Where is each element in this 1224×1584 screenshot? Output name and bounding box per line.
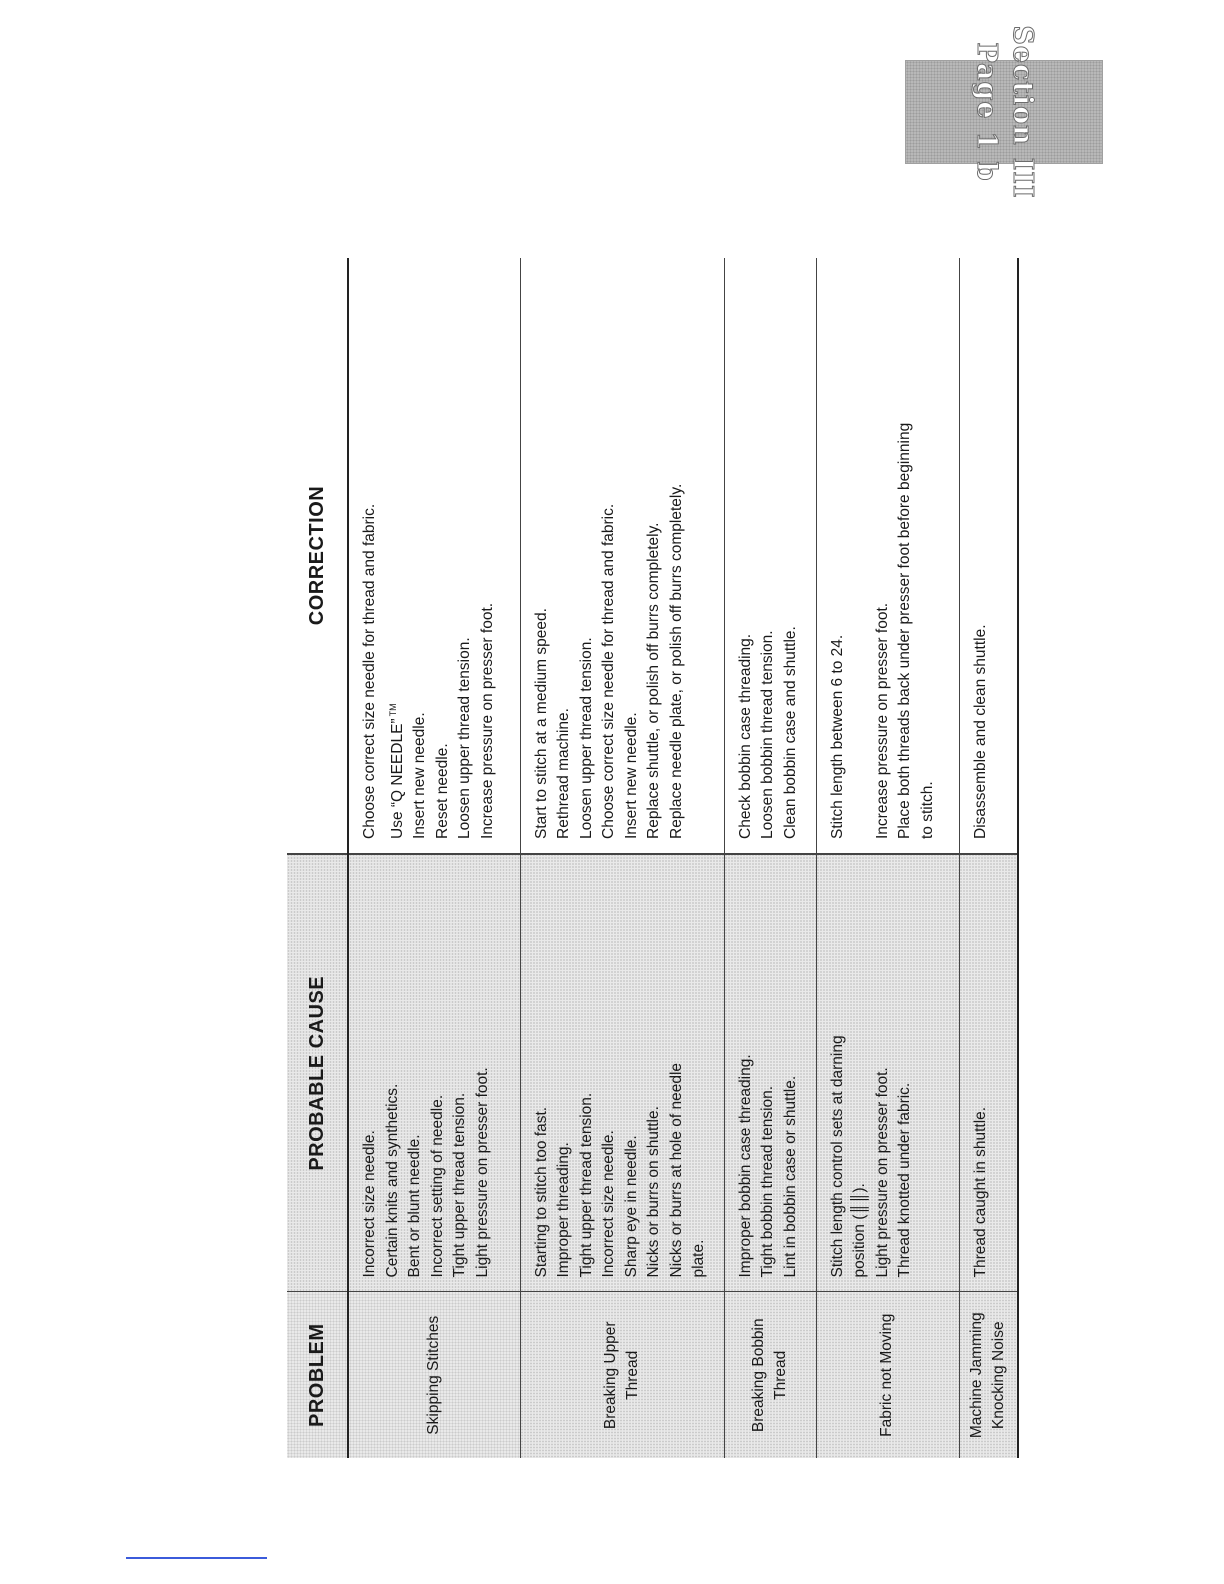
correction-cell: Choose correct size needle for thread and fabric. Use “Q NEEDLE”™ Insert new needle. Reset needle. Loosen upper thread tension. Increase pressure on presser foot. — [348, 258, 520, 854]
problem-cell: Fabric not Moving — [816, 1292, 959, 1458]
correction-cell: Stitch length between 6 to 24. Increase pressure on presser foot. Place both threads back under presser foot before beginning to stitch. — [816, 258, 959, 854]
header-probable-cause: PROBABLE CAUSE — [287, 854, 348, 1292]
section-page-tab — [905, 25, 1103, 199]
footer-rule — [126, 1557, 267, 1559]
table-header-row — [287, 258, 348, 1458]
table-row — [816, 258, 959, 1458]
problem-cell: Breaking Bobbin Thread — [724, 1292, 816, 1458]
correction-cell: Disassemble and clean shuttle. — [959, 258, 1018, 854]
header-correction: CORRECTION — [287, 258, 348, 854]
problem-cell: Breaking Upper Thread — [520, 1292, 724, 1458]
table-row — [348, 258, 520, 1458]
problem-cell: Machine Jamming Knocking Noise — [959, 1292, 1018, 1458]
header-problem: PROBLEM — [287, 1292, 348, 1458]
problem-cell: Skipping Stitches — [348, 1292, 520, 1458]
section-label: SectionIII — [1007, 25, 1038, 199]
table-row — [520, 258, 724, 1458]
cause-cell: Thread caught in shuttle. — [959, 854, 1018, 1292]
table-row — [724, 258, 816, 1458]
cause-cell: Starting to stitch too fast. Improper threading. Tight upper thread tension. Incorrect size needle. Sharp eye in needle. Nicks or burrs on shuttle. Nicks or burrs at hole of needle plate. — [520, 854, 724, 1292]
page-label: Page1 b — [971, 42, 1002, 182]
cause-cell: Improper bobbin case threading. Tight bobbin thread tension. Lint in bobbin case or shuttle. — [724, 854, 816, 1292]
trademark-mark: TM — [387, 703, 398, 717]
troubleshooting-table-container — [287, 258, 1007, 1458]
troubleshooting-table — [287, 258, 1019, 1458]
cause-cell: Incorrect size needle. Certain knits and synthetics. Bent or blunt needle. Incorrect setting of needle. Tight upper thread tension. Light pressure on presser foot. — [348, 854, 520, 1292]
table-row — [959, 258, 1018, 1458]
correction-cell: Check bobbin case threading. Loosen bobbin thread tension. Clean bobbin case and shuttle. — [724, 258, 816, 854]
cause-cell: Stitch length control sets at darning position (║║). Light pressure on presser foot. Thread knotted under fabric. — [816, 854, 959, 1292]
correction-cell: Start to stitch at a medium speed. Rethread machine. Loosen upper thread tension. Choose correct size needle for thread and fabric. Insert new needle. Replace shuttle, or polish off burrs completely. Replace needle plate, or polish off burrs completely. — [520, 258, 724, 854]
